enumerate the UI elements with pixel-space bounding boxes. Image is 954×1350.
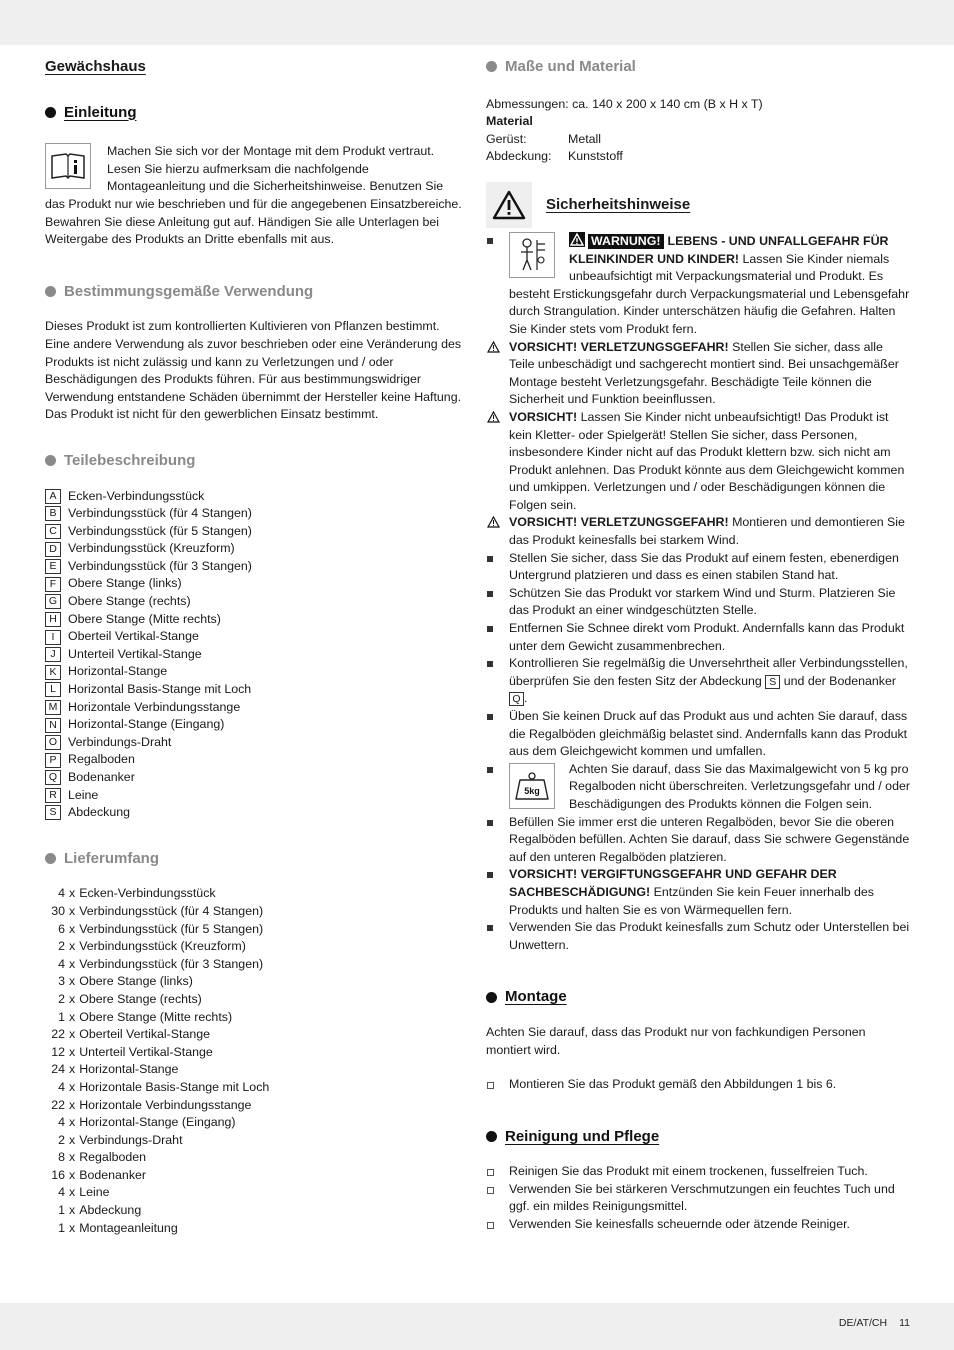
delivery-name: Unterteil Vertikal-Stange (79, 1044, 213, 1059)
section-heading-montage: Montage (486, 988, 910, 1006)
part-item (45, 787, 465, 805)
checkbox-square-icon (487, 1169, 494, 1176)
caution-triangle-icon (487, 516, 500, 528)
part-label: K (45, 665, 61, 680)
part-label: N (45, 718, 61, 733)
part-name: Bodenanker (68, 770, 135, 784)
parts-list (45, 488, 465, 822)
delivery-item (45, 1149, 465, 1167)
delivery-item (45, 1009, 465, 1027)
weight-5kg-icon (509, 763, 555, 809)
read-manual-icon (45, 143, 91, 189)
part-label: O (45, 735, 61, 750)
times-sign: x (69, 1027, 76, 1042)
part-name: Horizontal-Stange (68, 664, 168, 679)
times-sign: x (69, 991, 76, 1006)
delivery-name: Verbindungsstück (für 5 Stangen) (79, 921, 264, 936)
delivery-item (45, 991, 465, 1009)
delivery-qty: 22 (51, 1027, 65, 1042)
times-sign: x (69, 1167, 76, 1182)
montage-steps (486, 1076, 910, 1094)
delivery-item (45, 1167, 465, 1185)
times-sign: x (69, 1150, 76, 1165)
section-heading-reinigung: Reinigung und Pflege (486, 1128, 910, 1146)
delivery-item (45, 1044, 465, 1062)
bullet-dot-icon (486, 61, 497, 72)
delivery-item (45, 1097, 465, 1115)
part-label: B (45, 506, 61, 521)
checkbox-square-icon (487, 1222, 494, 1229)
part-item (45, 663, 465, 681)
delivery-name: Verbindungsstück (für 3 Stangen) (79, 956, 264, 971)
warning-triangle-icon (486, 182, 532, 228)
delivery-qty: 4 (58, 956, 65, 971)
part-label: L (45, 682, 61, 697)
bullet-dot-icon (45, 853, 56, 864)
delivery-name: Ecken-Verbindungsstück (79, 886, 216, 901)
bullet-dot-icon (486, 1131, 497, 1142)
part-name: Regalboden (68, 752, 135, 767)
times-sign: x (69, 1115, 76, 1130)
square-bullet-icon (487, 238, 493, 244)
square-bullet-icon (487, 661, 493, 667)
square-bullet-icon (487, 556, 493, 562)
delivery-qty: 1 (58, 1203, 65, 1218)
part-label: H (45, 612, 61, 627)
part-item (45, 575, 465, 593)
safety-item-wind: Schützen Sie das Produkt vor starkem Wind und Sturm. Platzieren Sie das Produkt an einer windgeschützten Stelle. (486, 585, 910, 620)
einleitung-body (45, 143, 465, 249)
child-warning-icon (509, 232, 555, 278)
part-item (45, 734, 465, 752)
safety-item-caution-3: VORSICHT! VERLETZUNGSGEFAHR! Montieren und demontieren Sie das Produkt keinesfalls bei starkem Wind. (486, 514, 910, 549)
part-label: F (45, 577, 61, 592)
part-item (45, 699, 465, 717)
delivery-name: Oberteil Vertikal-Stange (79, 1027, 211, 1042)
material-key: Abdeckung: (486, 149, 552, 164)
safety-item-fire: VORSICHT! VERGIFTUNGSGEFAHR UND GEFAHR DER SACHBESCHÄDIGUNG! Entzünden Sie kein Feuer innerhalb des Produkts und halten Sie es von Wärmequellen fern. (486, 866, 910, 919)
times-sign: x (69, 903, 76, 918)
safety-item-caution-1: VORSICHT! VERLETZUNGSGEFAHR! Stellen Sie sicher, dass alle Teile unbeschädigt und sachgerecht montiert sind. Bei unsachgemäßer Montage besteht Verletzungsgefahr. Beschädigte Teile können die Sicherheit und Funktion beeinflussen. (486, 339, 910, 409)
delivery-qty: 2 (58, 991, 65, 1006)
footer (839, 1315, 910, 1333)
cleaning-text: Verwenden Sie keinesfalls scheuernde oder ätzende Reiniger. (509, 1217, 850, 1232)
part-name: Horizontal Basis-Stange mit Loch (68, 682, 252, 697)
cleaning-item (486, 1163, 910, 1181)
times-sign: x (69, 1079, 76, 1094)
page-title: Gewächshaus (45, 58, 146, 75)
times-sign: x (69, 1097, 76, 1112)
checkbox-square-icon (487, 1082, 494, 1089)
top-bar (0, 0, 954, 45)
square-bullet-icon (487, 767, 493, 773)
part-name: Oberteil Vertikal-Stange (68, 629, 199, 644)
square-bullet-icon (487, 626, 493, 632)
delivery-item (45, 1114, 465, 1132)
part-item (45, 628, 465, 646)
delivery-qty: 22 (51, 1097, 65, 1112)
part-item (45, 804, 465, 822)
delivery-name: Abdeckung (79, 1203, 142, 1218)
svg-text:5kg: 5kg (524, 785, 540, 796)
delivery-name: Bodenanker (79, 1167, 147, 1182)
part-name: Obere Stange (links) (68, 576, 182, 591)
part-label: Q (45, 770, 61, 785)
delivery-name: Horizontale Basis-Stange mit Loch (79, 1079, 270, 1094)
times-sign: x (69, 886, 76, 901)
caution-triangle-icon (487, 341, 500, 353)
delivery-list (45, 885, 465, 1237)
delivery-qty: 8 (58, 1150, 65, 1165)
delivery-qty: 4 (58, 1079, 65, 1094)
delivery-name: Montageanleitung (79, 1220, 178, 1235)
part-item (45, 646, 465, 664)
part-name: Verbindungsstück (Kreuzform) (68, 541, 235, 556)
delivery-qty: 4 (58, 1185, 65, 1200)
part-label: R (45, 788, 61, 803)
dimensions-text: Abmessungen: ca. 140 x 200 x 140 cm (B x H x T) (486, 96, 763, 111)
delivery-name: Verbindungsstück (Kreuzform) (79, 939, 246, 954)
footer-locale: DE/AT/CH (838, 1317, 888, 1329)
material-row (486, 131, 910, 149)
safety-heading: Sicherheitshinweise (486, 182, 910, 228)
bullet-dot-icon (45, 107, 56, 118)
verwendung-text: Dieses Produkt ist zum kontrollierten Kultivieren von Pflanzen bestimmt. Eine andere Verwendung als zuvor beschrieben oder eine Veränderung des Produkts ist nicht zulässig und kann zu Verletzungen und / oder Beschädigungen des Produkts führen. Für aus bestimmungswidriger Verwendung entstandene Schäden übernimmt der Hersteller keine Haftung. Das Produkt ist nicht für den gewerblichen Einsatz bestimmt. (45, 319, 462, 422)
delivery-qty: 16 (51, 1167, 65, 1182)
page-number: 11 (899, 1317, 910, 1329)
material-table (486, 131, 910, 166)
part-name: Unterteil Vertikal-Stange (68, 646, 202, 661)
part-item (45, 488, 465, 506)
part-name: Verbindungsstück (für 5 Stangen) (68, 523, 252, 538)
right-column (486, 58, 910, 1234)
bullet-dot-icon (45, 286, 56, 297)
part-item (45, 540, 465, 558)
montage-step: Montieren Sie das Produkt gemäß den Abbildungen 1 bis 6. (486, 1076, 910, 1094)
part-name: Horizontal-Stange (Eingang) (68, 717, 225, 732)
delivery-name: Verbindungsstück (für 4 Stangen) (79, 903, 264, 918)
delivery-item (45, 885, 465, 903)
delivery-name: Obere Stange (links) (79, 974, 193, 989)
checkbox-square-icon (487, 1187, 494, 1194)
footer-bar (0, 1303, 954, 1350)
montage-text: Achten Sie darauf, dass das Produkt nur von fachkundigen Personen montiert wird. (486, 1024, 866, 1057)
delivery-qty: 24 (51, 1062, 65, 1077)
safety-item-weight: 5kg Achten Sie darauf, dass Sie das Maximalgewicht von 5 kg pro Regalboden nicht überschreiten. Verletzungsgefahr und / oder Beschädigungen des Produkts können die Folgen sein. (486, 761, 910, 814)
delivery-qty: 2 (58, 1132, 65, 1147)
delivery-qty: 4 (58, 1115, 65, 1130)
times-sign: x (69, 1203, 76, 1218)
material-label: Material (486, 114, 533, 129)
delivery-item (45, 1220, 465, 1238)
delivery-name: Obere Stange (Mitte rechts) (79, 1009, 233, 1024)
section-heading-masse: Maße und Material (486, 58, 910, 76)
dimensions-block (486, 96, 910, 166)
delivery-name: Horizontal-Stange (79, 1062, 179, 1077)
square-bullet-icon (487, 925, 493, 931)
part-item (45, 681, 465, 699)
delivery-item (45, 973, 465, 991)
section-heading-lieferumfang: Lieferumfang (45, 850, 465, 868)
safety-item-snow: Entfernen Sie Schnee direkt vom Produkt. Andernfalls kann das Produkt unter dem Gewicht zusammenbrechen. (486, 620, 910, 655)
material-value: Kunststoff (568, 149, 623, 164)
safety-item-ground: Stellen Sie sicher, dass Sie das Produkt auf einem festen, ebenerdigen Untergrund platzieren und dass es einen stabilen Stand hat. (486, 550, 910, 585)
part-label: M (45, 700, 61, 715)
part-label: J (45, 647, 61, 662)
times-sign: x (69, 956, 76, 971)
times-sign: x (69, 939, 76, 954)
section-heading-verwendung: Bestimmungsgemäße Verwendung (45, 283, 465, 301)
part-item (45, 593, 465, 611)
part-name: Verbindungs-Draht (68, 734, 172, 749)
delivery-item (45, 903, 465, 921)
square-bullet-icon (487, 820, 493, 826)
bullet-dot-icon (45, 455, 56, 466)
safety-item-storm: Verwenden Sie das Produkt keinesfalls zum Schutz oder Unterstellen bei Unwettern. (486, 919, 910, 954)
delivery-qty: 6 (58, 921, 65, 936)
times-sign: x (69, 1185, 76, 1200)
delivery-qty: 12 (51, 1044, 65, 1059)
part-name: Obere Stange (Mitte rechts) (68, 611, 221, 626)
delivery-item (45, 1079, 465, 1097)
delivery-item (45, 1202, 465, 1220)
part-label: E (45, 559, 61, 574)
times-sign: x (69, 1132, 76, 1147)
delivery-name: Regalboden (79, 1150, 147, 1165)
part-item (45, 523, 465, 541)
square-bullet-icon (487, 591, 493, 597)
times-sign: x (69, 921, 76, 936)
cleaning-text: Verwenden Sie bei stärkeren Verschmutzungen ein feuchtes Tuch und ggf. ein mildes Reinigungsmittel. (509, 1181, 895, 1214)
cleaning-list (486, 1163, 910, 1233)
safety-list (486, 232, 910, 954)
delivery-item (45, 1132, 465, 1150)
square-bullet-icon (487, 872, 493, 878)
times-sign: x (69, 1009, 76, 1024)
delivery-qty: 1 (58, 1220, 65, 1235)
delivery-item (45, 1061, 465, 1079)
part-label: S (45, 805, 61, 820)
delivery-name: Horizontal-Stange (Eingang) (79, 1115, 236, 1130)
part-item (45, 769, 465, 787)
times-sign: x (69, 1220, 76, 1235)
delivery-qty: 3 (58, 974, 65, 989)
safety-item-connections: Kontrollieren Sie regelmäßig die Unversehrtheit aller Verbindungsstellen, überprüfen Sie den festen Sitz der Abdeckung S und der Bodenanker Q . (486, 655, 910, 708)
part-item (45, 505, 465, 523)
einleitung-text: Machen Sie sich vor der Montage mit dem Produkt vertraut. Lesen Sie hierzu aufmerksam die nachfolgende Montageanleitung und die Sicherheitshinweise. Benutzen Sie das Produkt nur wie beschrieben und für die angegebenen Einsatzbereiche. Bewahren Sie diese Anleitung gut auf. Händigen Sie alle Unterlagen bei Weitergabe des Produkts an Dritte ebenfalls mit aus. (45, 144, 462, 247)
part-item (45, 611, 465, 629)
cleaning-item (486, 1216, 910, 1234)
warning-badge-icon (569, 232, 585, 247)
part-name: Leine (68, 787, 99, 802)
part-label: C (45, 524, 61, 539)
delivery-item (45, 1184, 465, 1202)
left-column (45, 58, 465, 1237)
material-value: Metall (568, 131, 602, 146)
part-name: Ecken-Verbindungsstück (68, 488, 205, 503)
delivery-name: Obere Stange (rechts) (79, 991, 202, 1006)
caution-triangle-icon (487, 411, 500, 423)
times-sign: x (69, 974, 76, 989)
part-label: D (45, 542, 61, 557)
part-label: I (45, 630, 61, 645)
delivery-name: Horizontale Verbindungsstange (79, 1097, 252, 1112)
part-item (45, 558, 465, 576)
part-label-q: Q (509, 692, 524, 706)
section-heading-einleitung: Einleitung (45, 104, 465, 122)
warning-badge: WARNUNG! (588, 234, 664, 249)
part-label: P (45, 753, 61, 768)
part-label-s: S (765, 675, 780, 689)
safety-item-caution-2: VORSICHT! Lassen Sie Kinder nicht unbeaufsichtigt! Das Produkt ist kein Kletter- oder Spielgerät! Stellen Sie sicher, dass Personen, insbesondere Kinder nicht auf das Produkt klettern bzw. sich nicht am Produkt anlehnen. Das Produkt könnte aus dem Gleichgewicht kommen und umkippen. Verletzungen und / oder Beschädigungen können die Folgen sein. (486, 409, 910, 515)
delivery-name: Verbindungs-Draht (79, 1132, 183, 1147)
material-key: Gerüst: (486, 131, 527, 146)
delivery-item (45, 1026, 465, 1044)
part-name: Verbindungsstück (für 4 Stangen) (68, 506, 252, 521)
times-sign: x (69, 1062, 76, 1077)
part-name: Abdeckung (68, 805, 131, 820)
times-sign: x (69, 1044, 76, 1059)
cleaning-text: Reinigen Sie das Produkt mit einem trockenen, fusselfreien Tuch. (509, 1164, 868, 1179)
safety-item-pressure: Üben Sie keinen Druck auf das Produkt aus und achten Sie darauf, dass die Regalböden gleichmäßig belastet sind. Andernfalls kann das Produkt aus dem Gleichgewicht kommen und umfallen. (486, 708, 910, 761)
part-name: Horizontale Verbindungsstange (68, 699, 241, 714)
part-name: Obere Stange (rechts) (68, 594, 191, 609)
part-item (45, 716, 465, 734)
cleaning-item (486, 1181, 910, 1216)
delivery-qty: 1 (58, 1009, 65, 1024)
delivery-name: Leine (79, 1185, 110, 1200)
delivery-item (45, 921, 465, 939)
part-label: A (45, 489, 61, 504)
part-label: G (45, 594, 61, 609)
safety-item-children: WARNUNG! LEBENS - UND UNFALLGEFAHR FÜR KLEINKINDER UND KINDER! Lassen Sie Kinder niemals unbeaufsichtigt mit Verpackungsmaterial und Produkt. Es besteht Erstickungsgefahr durch Verpackungsmaterial und Lebensgefahr durch Strangulation. Kinder unterschätzen häufig die Gefahren. Halten Sie Kinder stets vom Produkt fern. (486, 232, 910, 339)
delivery-item (45, 938, 465, 956)
part-name: Verbindungsstück (für 3 Stangen) (68, 558, 252, 573)
delivery-item (45, 956, 465, 974)
delivery-qty: 4 (58, 886, 65, 901)
delivery-qty: 30 (51, 903, 65, 918)
part-item (45, 751, 465, 769)
square-bullet-icon (487, 714, 493, 720)
bullet-dot-icon (486, 992, 497, 1003)
section-heading-teile: Teilebeschreibung (45, 452, 465, 470)
safety-item-shelves: Befüllen Sie immer erst die unteren Regalböden, bevor Sie die oberen Regalböden befüllen. Achten Sie darauf, dass Sie schwere Gegenstände auf den unteren Regalböden platzieren. (486, 814, 910, 867)
material-row (486, 148, 910, 166)
delivery-qty: 2 (58, 939, 65, 954)
